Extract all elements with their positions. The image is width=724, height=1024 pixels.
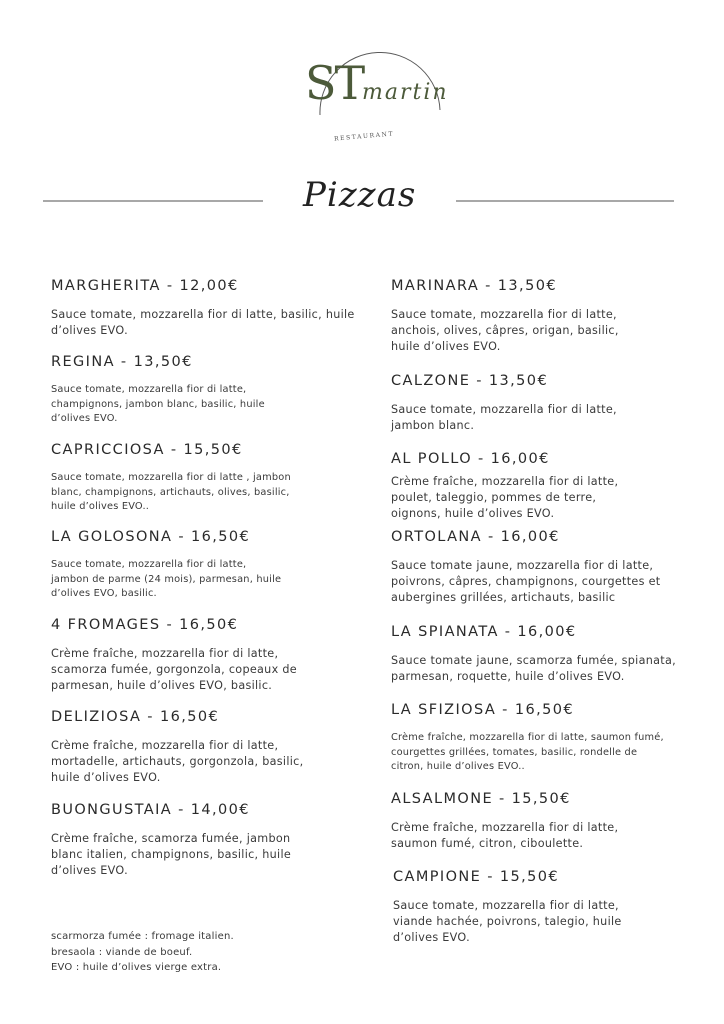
menu-item xyxy=(51,708,336,786)
logo-martin: martin xyxy=(362,80,449,105)
menu-item-description: Sauce tomate, mozzarella fior di latte, jambon de parme (24 mois), parmesan, huile d’olives EVO, basilic. xyxy=(51,559,282,599)
menu-item-description: Crème fraîche, mozzarella fior di latte, poulet, taleggio, pommes de terre, oignons, huile d’olives EVO. xyxy=(391,475,619,520)
menu-item-name: CAPRICCIOSA - 15,50€ xyxy=(51,442,243,458)
menu-item-description: Crème fraîche, scamorza fumée, jambon blanc italien, champignons, basilic, huile d’olives EVO. xyxy=(51,832,292,877)
menu-item-name: REGINA - 13,50€ xyxy=(51,354,193,370)
menu-item-name: AL POLLO - 16,00€ xyxy=(391,451,550,467)
menu-item xyxy=(51,528,286,602)
menu-item-name: BUONGUSTAIA - 14,00€ xyxy=(51,802,250,818)
menu-item-description: Crème fraîche, mozzarella fior di latte, saumon fumé, courgettes grillées, tomates, basilic, rondelle de citron, huile d’olives EVO.. xyxy=(391,732,664,772)
menu-item-description: Sauce tomate jaune, mozzarella fior di latte, poivrons, câpres, champignons, courgettes et aubergines grillées, artichauts, basilic xyxy=(391,559,661,604)
menu-item-description: Sauce tomate, mozzarella fior di latte, champignons, jambon blanc, basilic, huile d’olives EVO. xyxy=(51,384,265,424)
restaurant-logo xyxy=(300,20,470,155)
divider-right xyxy=(456,200,674,202)
menu-item-description: Crème fraîche, mozzarella fior di latte, scamorza fumée, gorgonzola, copeaux de parmesan, huile d’olives EVO, basilic. xyxy=(51,647,297,692)
footnote: EVO : huile d’olives vierge extra. xyxy=(51,962,222,973)
menu-item-name: MARINARA - 13,50€ xyxy=(391,278,557,294)
menu-item-name: CAMPIONE - 15,50€ xyxy=(393,869,559,885)
menu-item-description: Sauce tomate, mozzarella fior di latte, viande hachée, poivrons, talegio, huile d’olives EVO. xyxy=(393,899,622,944)
menu-item-name: CALZONE - 13,50€ xyxy=(391,373,549,389)
menu-item xyxy=(51,277,361,339)
menu-item-name: ORTOLANA - 16,00€ xyxy=(391,529,560,545)
menu-item xyxy=(51,441,291,515)
logo-st: ST xyxy=(305,56,364,110)
footnote: scarmorza fumée : fromage italien. xyxy=(51,931,234,942)
logo-restaurant: RESTAURANT xyxy=(333,130,395,143)
menu-item xyxy=(391,623,706,685)
menu-item-description: Sauce tomate, mozzarella fior di latte, jambon blanc. xyxy=(391,403,617,432)
menu-item xyxy=(391,701,666,775)
menu-item-description: Sauce tomate jaune, scamorza fumée, spianata, parmesan, roquette, huile d’olives EVO. xyxy=(391,654,676,683)
footnotes xyxy=(51,929,351,976)
menu-item-name: LA SPIANATA - 16,00€ xyxy=(391,624,577,640)
menu-item-name: LA GOLOSONA - 16,50€ xyxy=(51,529,251,545)
footnote: bresaola : viande de boeuf. xyxy=(51,946,193,958)
menu-item-description: Crème fraîche, mozzarella fior di latte, saumon fumé, citron, ciboulette. xyxy=(391,821,619,850)
menu-item-description: Crème fraîche, mozzarella fior di latte, mortadelle, artichauts, gorgonzola, basilic, huile d’olives EVO. xyxy=(51,739,304,784)
menu-item-description: Sauce tomate, mozzarella fior di latte, anchois, olives, câpres, origan, basilic, huile d’olives EVO. xyxy=(391,308,619,353)
menu-item xyxy=(391,277,651,355)
menu-item xyxy=(391,528,701,606)
menu-item xyxy=(51,353,301,427)
section-title: Pizzas xyxy=(303,175,417,215)
menu-item-name: MARGHERITA - 12,00€ xyxy=(51,278,239,294)
menu-item-name: 4 FROMAGES - 16,50€ xyxy=(51,617,239,633)
menu-item xyxy=(51,801,296,879)
menu-item-description: Sauce tomate, mozzarella fior di latte , jambon blanc, champignons, artichauts, olives, basilic, huile d’olives EVO.. xyxy=(51,472,291,512)
menu-item xyxy=(391,372,651,434)
menu-item xyxy=(391,450,646,522)
menu-item-description: Sauce tomate, mozzarella fior di latte, basilic, huile d’olives EVO. xyxy=(51,308,355,337)
menu-item xyxy=(393,868,643,946)
menu-item-name: ALSALMONE - 15,50€ xyxy=(391,791,571,807)
menu-item xyxy=(51,616,331,694)
menu-item-name: DELIZIOSA - 16,50€ xyxy=(51,709,220,725)
menu-item xyxy=(391,790,646,852)
menu-item-name: LA SFIZIOSA - 16,50€ xyxy=(391,702,574,718)
divider-left xyxy=(43,200,263,202)
